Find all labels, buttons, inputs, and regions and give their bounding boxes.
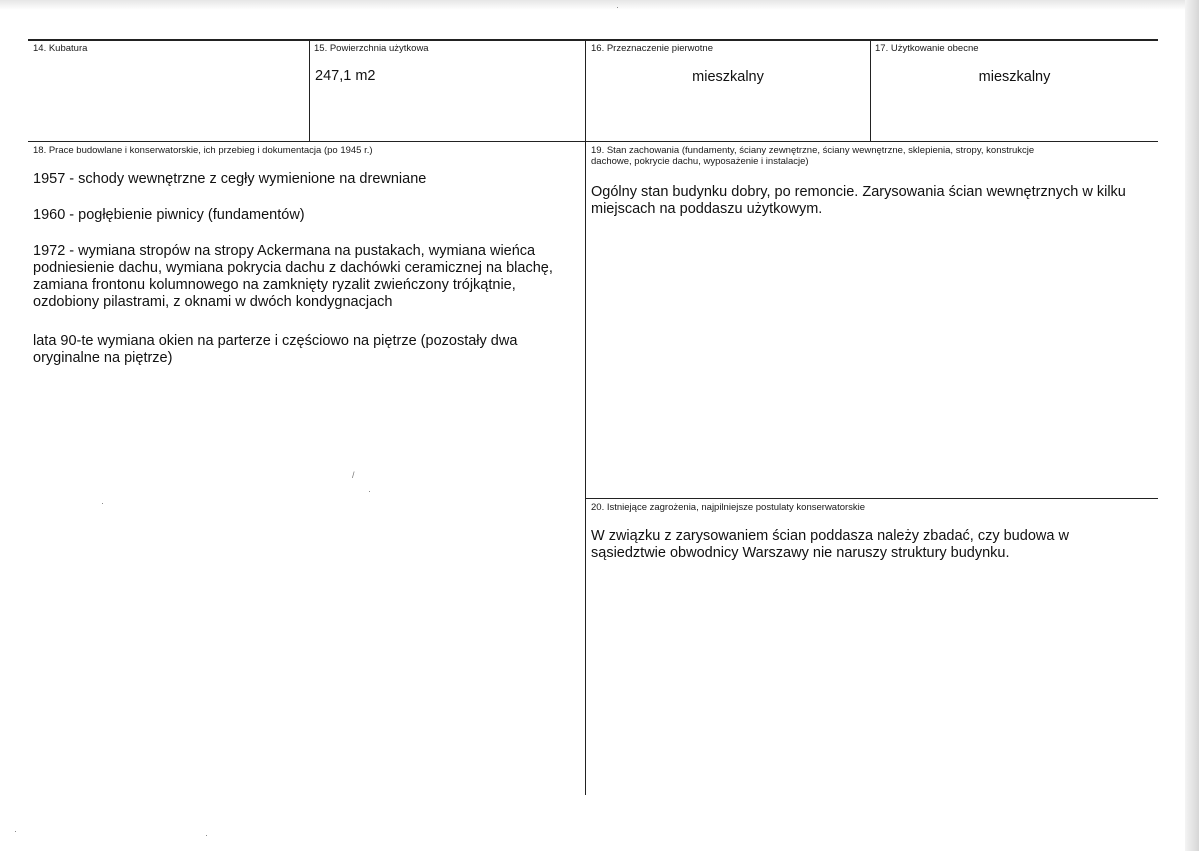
field-17-value: mieszkalny	[978, 69, 1051, 85]
field-14-label: 14. Kubatura	[33, 43, 88, 54]
field-18-entry-1960: 1960 - pogłębienie piwnicy (fundamentów)	[33, 207, 305, 223]
scan-speck: /	[352, 470, 355, 480]
scan-top-edge	[0, 0, 1199, 10]
field-18-entry-90s: lata 90-te wymiana okien na parterze i częściowo na piętrze (pozostały dwa oryginalne na piętrze)	[33, 333, 518, 366]
field-17-label: 17. Użytkowanie obecne	[875, 43, 979, 54]
field-19-value: Ogólny stan budynku dobry, po remoncie. Zarysowania ścian wewnętrznych w kilku miejscach na poddaszu użytkowym.	[591, 184, 1126, 217]
scan-speck: ·	[205, 830, 208, 840]
field-19-label: 19. Stan zachowania (fundamenty, ściany zewnętrzne, ściany wewnętrzne, sklepienia, stropy, konstrukcje dachowe, pokrycie dachu, wyposażenie i instalacje)	[591, 145, 1035, 167]
divider-17-left	[870, 39, 871, 142]
scan-speck: ·	[616, 2, 619, 12]
scan-speck: ·	[14, 826, 17, 836]
field-16-label: 16. Przeznaczenie pierwotne	[591, 43, 713, 54]
field-16-value: mieszkalny	[692, 69, 764, 85]
divider-main-center	[585, 39, 586, 795]
scan-right-edge	[1185, 0, 1199, 851]
scan-speck: ·	[368, 486, 371, 496]
field-18-label: 18. Prace budowlane i konserwatorskie, ich przebieg i dokumentacja (po 1945 r.)	[33, 145, 373, 156]
divider-15-left	[309, 39, 310, 142]
field-20-value: W związku z zarysowaniem ścian poddasza należy zbadać, czy budowa w sąsiedztwie obwodnicy Warszawy nie naruszy struktury budynku.	[591, 528, 1069, 561]
field20-top-border	[585, 498, 1158, 499]
field-18-entry-1972: 1972 - wymiana stropów na stropy Ackermana na pustakach, wymiana wieńca podniesienie dachu, wymiana pokrycia dachu z dachówki ceramicznej na blachę, zamiana frontonu kolumnowego na zamknięty ryzalit zwieńczony trójkątnie, ozdobiony pilastrami, z oknami w dwóch kondygnacjach	[33, 243, 553, 310]
field-18-entry-1957: 1957 - schody wewnętrzne z cegły wymienione na drewniane	[33, 171, 427, 187]
row1-bottom-border	[28, 141, 1158, 142]
scan-speck: ·	[101, 498, 104, 508]
field-20-label: 20. Istniejące zagrożenia, najpilniejsze postulaty konserwatorskie	[591, 502, 866, 513]
top-border	[28, 39, 1158, 41]
field-15-label: 15. Powierzchnia użytkowa	[314, 43, 429, 54]
field-15-value: 247,1 m2	[315, 68, 376, 84]
